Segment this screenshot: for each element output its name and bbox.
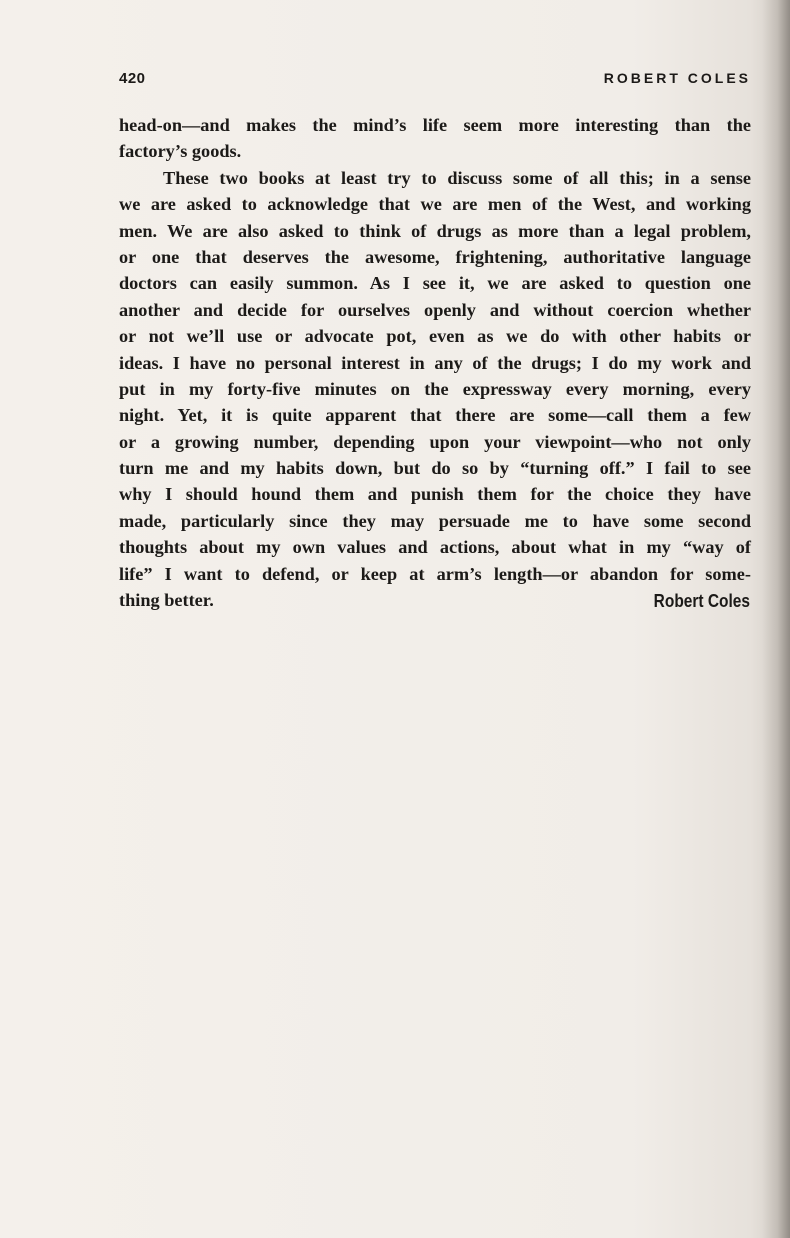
text-line: ideas. I have no personal interest in any of the drugs; I do my work and [119, 352, 751, 373]
text-line: made, particularly since they may persuade me to have some second [119, 510, 751, 531]
text-line: thing better. [119, 590, 214, 611]
text-line: put in my forty-five minutes on the expressway every morning, every [119, 378, 751, 399]
text-line: night. Yet, it is quite apparent that there are some—call them a few [119, 405, 751, 426]
page-header [119, 70, 751, 92]
text-line: doctors can easily summon. As I see it, we are asked to question one [119, 273, 751, 294]
text-line: or not we’ll use or advocate pot, even as we do with other habits or [119, 326, 751, 347]
running-head: ROBERT COLES [603, 70, 751, 86]
page-number: 420 [119, 70, 146, 87]
text-line: life” I want to defend, or keep at arm’s length—or abandon for some- [119, 563, 751, 584]
body-text [119, 112, 751, 613]
text-line: factory’s goods. [119, 141, 242, 162]
text-line: thoughts about my own values and actions, about what in my “way of [119, 537, 751, 558]
text-line: why I should hound them and punish them for the choice they have [119, 484, 751, 505]
text-line: another and decide for ourselves openly and without coercion whether [119, 299, 751, 320]
text-line: turn me and my habits down, but do so by “turning off.” I fail to see [119, 458, 751, 479]
page-gutter-shadow [762, 0, 790, 1238]
text-line: These two books at least try to discuss some of all this; in a sense [163, 167, 751, 188]
text-line: or a growing number, depending upon your viewpoint—who not only [119, 431, 751, 452]
author-signature: Robert Coles [653, 591, 750, 611]
text-line: men. We are also asked to think of drugs as more than a legal problem, [119, 220, 751, 241]
text-line: or one that deserves the awesome, frightening, authoritative language [119, 246, 751, 267]
text-line: head-on—and makes the mind’s life seem more interesting than the [119, 115, 751, 135]
text-line: we are asked to acknowledge that we are men of the West, and working [119, 194, 751, 215]
